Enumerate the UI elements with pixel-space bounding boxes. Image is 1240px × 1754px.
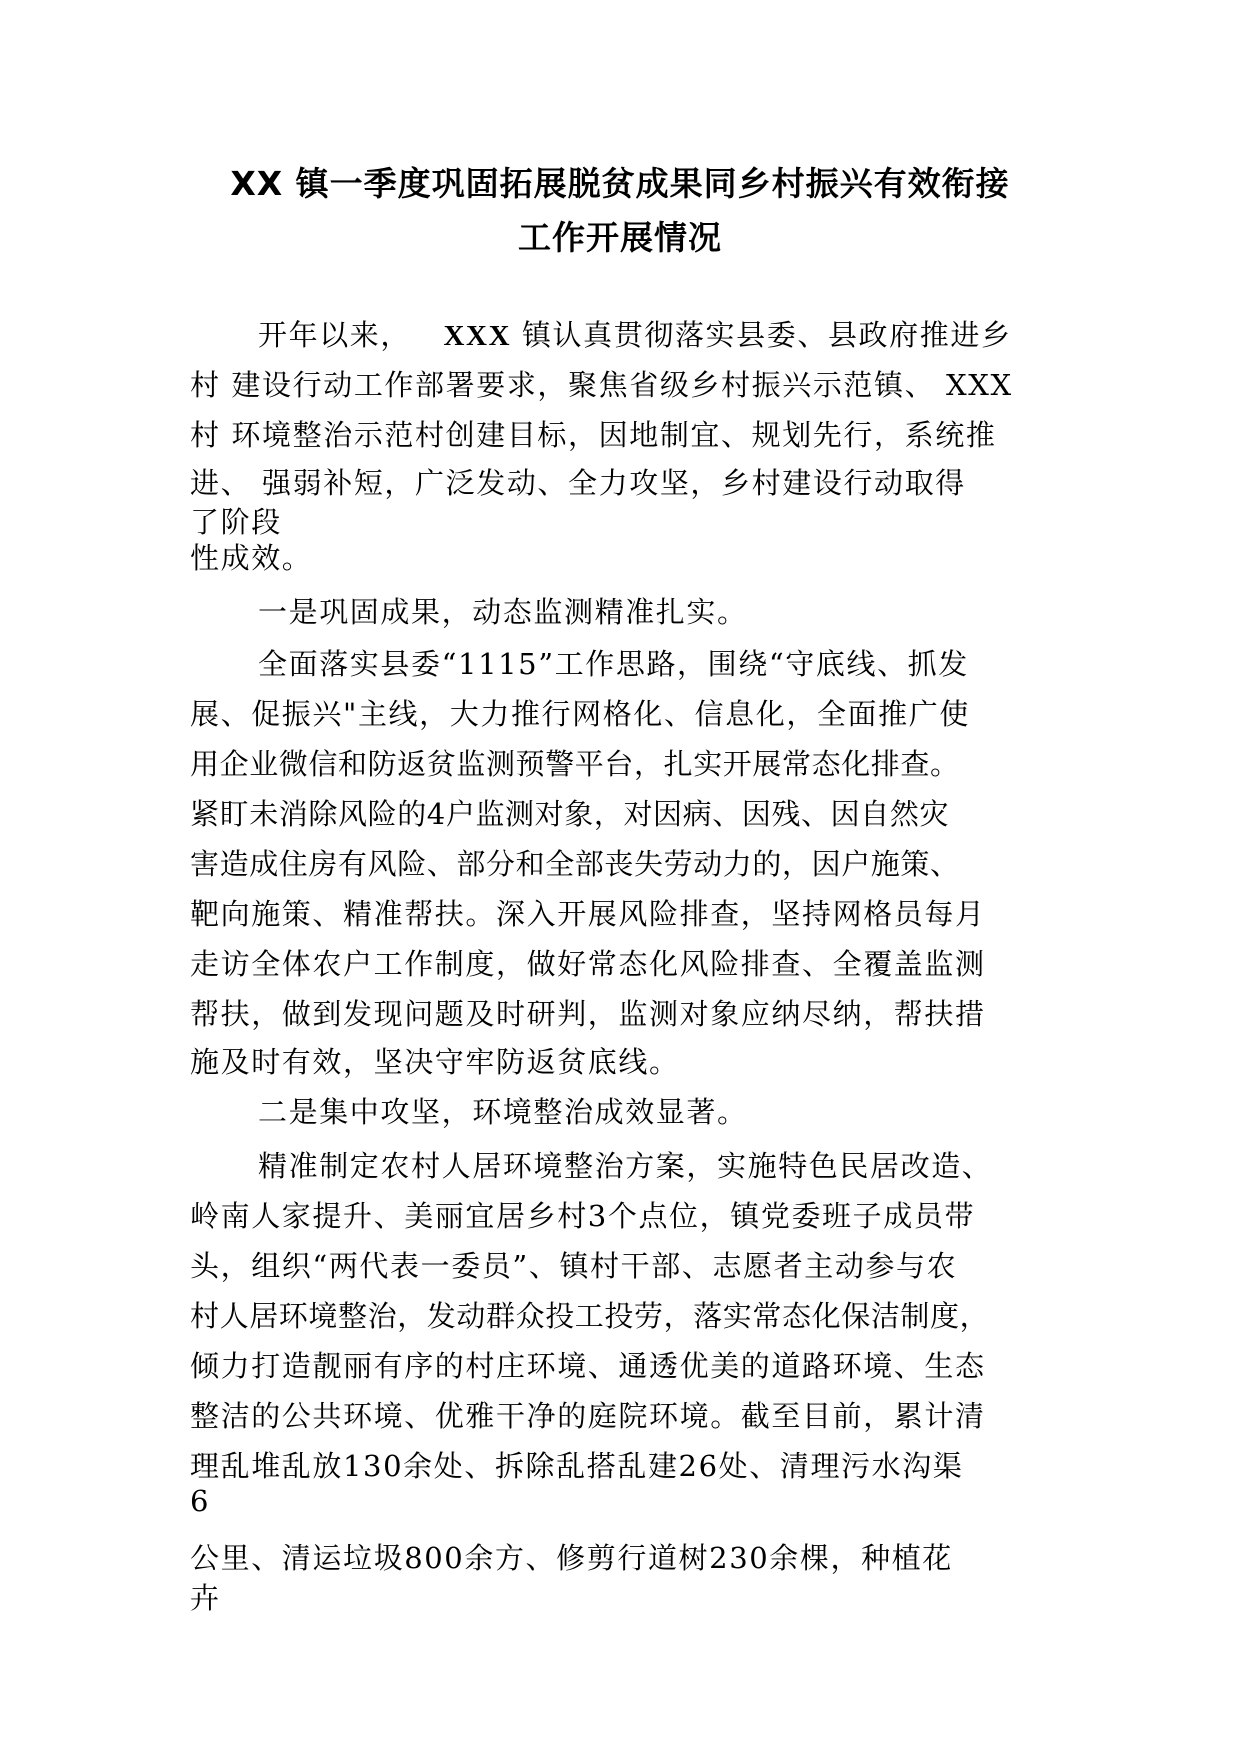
section-1-line: 紧盯未消除风险的4户监测对象，对因病、因残、因自然灾 <box>190 797 950 831</box>
intro-line-5: 了阶段 <box>190 505 282 539</box>
section-2-line: 头，组织“两代表一委员”、镇村干部、志愿者主动参与农 <box>190 1249 958 1283</box>
section-1-line: 全面落实县委“1115”工作思路，围绕“守底线、抓发 <box>258 647 969 681</box>
intro-text: 开年以来， <box>258 318 412 352</box>
section-2-line: 精准制定农村人居环境整治方案，实施特色民居改造、 <box>258 1149 993 1183</box>
intro-line-4: 进、 强弱补短，广泛发动、全力攻坚，乡村建设行动取得 <box>190 466 966 500</box>
town-name-placeholder: XXX <box>443 320 512 352</box>
document-title-line-1: XX 镇一季度巩固拓展脱贫成果同乡村振兴有效衔接 <box>230 164 1010 203</box>
section-2-line: 公里、清运垃圾800余方、修剪行道树230余棵，种植花 <box>190 1541 953 1575</box>
section-2-line: 整洁的公共环境、优雅干净的庭院环境。截至目前，累计清 <box>190 1399 986 1433</box>
section-2-line: 6 <box>190 1484 211 1518</box>
intro-line-1 <box>258 313 1070 354</box>
section-2-heading: 二是集中攻坚，环境整治成效显著。 <box>258 1095 748 1129</box>
document-title-line-2: 工作开展情况 <box>518 218 722 257</box>
intro-line-2: 村 建设行动工作部署要求，聚焦省级乡村振兴示范镇、 XXX <box>190 368 1013 402</box>
section-1-line: 用企业微信和防返贫监测预警平台，扎实开展常态化排查。 <box>190 747 960 781</box>
section-1-line: 施及时有效，坚决守牢防返贫底线。 <box>190 1045 680 1079</box>
section-2-line: 理乱堆乱放130余处、拆除乱搭乱建26处、清理污水沟渠 <box>190 1449 964 1483</box>
section-1-line: 帮扶，做到发现问题及时研判，监测对象应纳尽纳，帮扶措 <box>190 997 986 1031</box>
section-1-line: 靶向施策、精准帮扶。深入开展风险排查，坚持网格员每月 <box>190 897 986 931</box>
section-2-line: 村人居环境整治，发动群众投工投劳，落实常态化保洁制度， <box>190 1299 990 1333</box>
intro-line-6: 性成效。 <box>190 541 313 575</box>
section-2-line: 倾力打造靓丽有序的村庄环境、通透优美的道路环境、生态 <box>190 1349 986 1383</box>
section-1-line: 走访全体农户工作制度，做好常态化风险排查、全覆盖监测 <box>190 947 986 981</box>
section-1-line: 展、促振兴"主线，大力推行网格化、信息化，全面推广使 <box>190 697 970 731</box>
section-2-line: 卉 <box>190 1581 221 1615</box>
intro-text: 镇认真贯彻落实县委、县政府推进乡 <box>521 318 1012 352</box>
section-1-line: 害造成住房有风险、部分和全部丧失劳动力的，因户施策、 <box>190 847 960 881</box>
intro-line-3: 村 环境整治示范村创建目标，因地制宜、规划先行，系统推 <box>190 418 997 452</box>
section-2-line: 岭南人家提升、美丽宜居乡村3个点位，镇党委班子成员带 <box>190 1199 976 1233</box>
section-1-heading: 一是巩固成果，动态监测精准扎实。 <box>258 595 748 629</box>
